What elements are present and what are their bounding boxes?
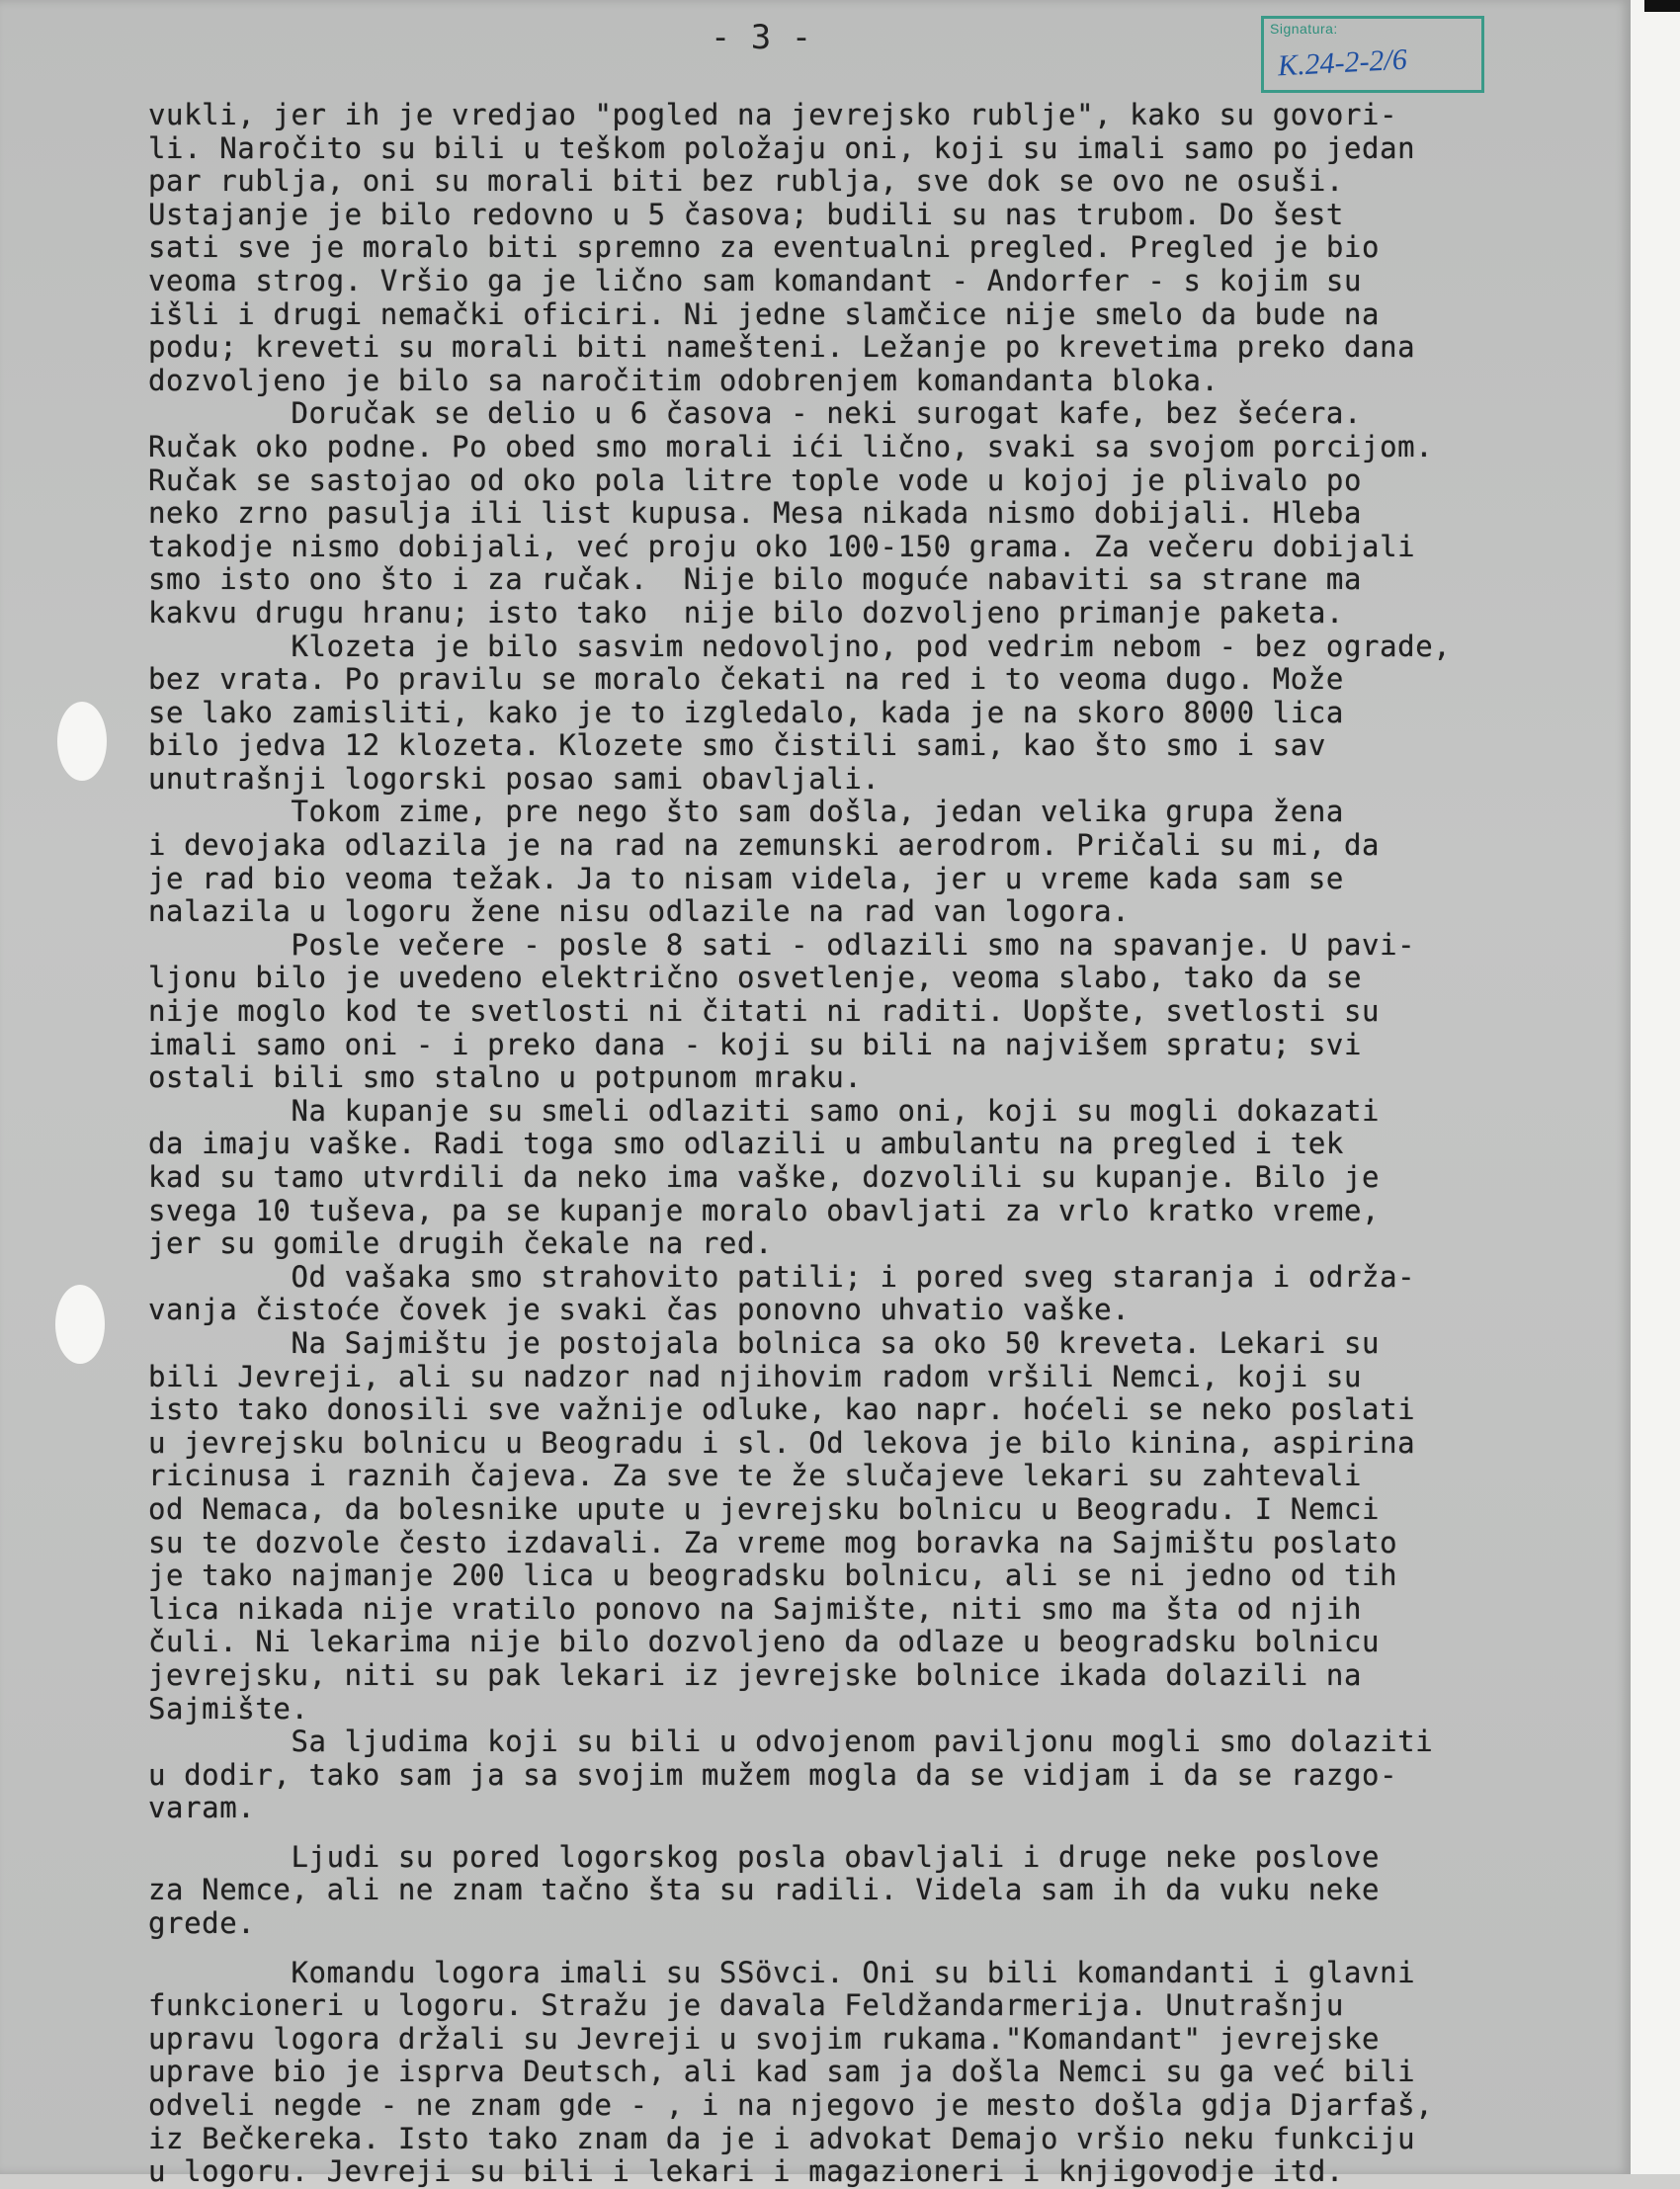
text-line: Komandu logora imali su SSövci. Oni su bili komandanti i glavni	[148, 1955, 1416, 1989]
scan-corner	[1644, 0, 1680, 12]
text-line: par rublja, oni su morali biti bez rublja, sve dok se ovo ne osuši.	[148, 164, 1344, 199]
text-line: bilo jedva 12 klozeta. Klozete smo čistili sami, kao što smo i sav	[148, 728, 1326, 763]
text-line: Sa ljudima koji su bili u odvojenom paviljonu mogli smo dolaziti	[148, 1725, 1434, 1759]
text-line: u dodir, tako sam ja sa svojim mužem mogla da se vidjam i da se razgo-	[148, 1757, 1398, 1792]
text-line: podu; kreveti su morali biti namešteni. Ležanje po krevetima preko dana	[148, 330, 1416, 365]
archive-stamp	[1261, 16, 1484, 93]
text-line: Na Sajmištu je postojala bolnica sa oko 50 kreveta. Lekari su	[148, 1325, 1381, 1360]
text-line: dozvoljeno je bilo sa naročitim odobrenjem komandanta bloka.	[148, 363, 1219, 397]
text-line: Od vašaka smo strahovito patili; i pored sveg staranja i održa-	[148, 1259, 1416, 1294]
text-line: vanja čistoće čovek je svaki čas ponovno uhvatio vaške.	[148, 1293, 1131, 1327]
text-line: ostali bili smo stalno u potpunom mraku.	[148, 1060, 863, 1095]
text-line: veoma strog. Vršio ga je lično sam komandant - Andorfer - s kojim su	[148, 263, 1363, 297]
text-line: Ručak se sastojao od oko pola litre tople vode u kojoj je plivalo po	[148, 463, 1363, 497]
text-line: smo isto ono što i za ručak. Nije bilo moguće nabaviti sa strane ma	[148, 562, 1363, 597]
stamp-signature: K.24-2-2/6	[1277, 42, 1408, 83]
binder-hole	[57, 702, 107, 781]
text-line: Ustajanje je bilo redovno u 5 časova; budili su nas trubom. Do šest	[148, 197, 1344, 231]
text-line: varam.	[148, 1791, 256, 1825]
text-line: iz Bečkereka. Isto tako znam da je i advokat Demajo vršio neku funkciju	[148, 2121, 1416, 2155]
text-line: kakvu drugu hranu; isto tako nije bilo dozvoljeno primanje paketa.	[148, 595, 1344, 630]
text-line: ricinusa i raznih čajeva. Za sve te že slučajeve lekari su zahtevali	[148, 1459, 1363, 1493]
text-line: je tako najmanje 200 lica u beogradsku bolnicu, ali se ni jedno od tih	[148, 1558, 1398, 1593]
text-line: nije moglo kod te svetlosti ni čitati ni raditi. Uopšte, svetlosti su	[148, 994, 1381, 1029]
text-line: Ručak oko podne. Po obed smo morali ići lično, svaki sa svojom porcijom.	[148, 429, 1434, 463]
page-edge	[1631, 0, 1680, 2174]
text-line: su te dozvole često izdavali. Za vreme mog boravka na Sajmištu poslato	[148, 1525, 1398, 1559]
text-line: u jevrejsku bolnicu u Beogradu i sl. Od lekova je bilo kinina, aspirina	[148, 1425, 1416, 1460]
text-line: isto tako donosili sve važnije odluke, kao napr. hoćeli se neko poslati	[148, 1392, 1416, 1427]
text-line: kad su tamo utvrdili da neko ima vaške, dozvolili su kupanje. Bilo je	[148, 1160, 1381, 1194]
text-line: išli i drugi nemački oficiri. Ni jedne slamčice nije smelo da bude na	[148, 296, 1381, 331]
text-line: Doručak se delio u 6 časova - neki surogat kafe, bez šećera.	[148, 396, 1363, 431]
text-line: neko zrno pasulja ili list kupusa. Mesa nikada nismo dobijali. Hleba	[148, 496, 1363, 531]
binder-hole	[55, 1285, 105, 1364]
text-line: svega 10 tuševa, pa se kupanje moralo obavljati za vrlo kratko vreme,	[148, 1193, 1381, 1227]
text-line: Klozeta je bilo sasvim nedovoljno, pod vedrim nebom - bez ograde,	[148, 629, 1452, 663]
text-line: čuli. Ni lekarima nije bilo dozvoljeno da odlaze u beogradsku bolnicu	[148, 1625, 1381, 1659]
text-line: Posle večere - posle 8 sati - odlazili smo na spavanje. U pavi-	[148, 927, 1416, 962]
text-line: Na kupanje su smeli odlaziti samo oni, koji su mogli dokazati	[148, 1093, 1381, 1128]
document-body	[148, 99, 1621, 2189]
paragraph-gap	[148, 1941, 1621, 1957]
text-line: bez vrata. Po pravilu se moralo čekati na red i to veoma dugo. Može	[148, 662, 1344, 697]
text-line: u logoru. Jevreji su bili i lekari i magazioneri i knjigovodje itd.	[148, 2154, 1344, 2189]
stamp-label: Signatura:	[1270, 21, 1338, 37]
text-line: se lako zamisliti, kako je to izgledalo, kada je na skoro 8000 lica	[148, 695, 1344, 729]
text-line: lica nikada nije vratilo ponovo na Sajmište, niti smo ma šta od njih	[148, 1591, 1363, 1626]
page-number: - 3 -	[710, 18, 812, 57]
text-line: grede.	[148, 1906, 256, 1941]
text-line: uprave bio je isprva Deutsch, ali kad sam ja došla Nemci su ga već bili	[148, 2055, 1416, 2089]
text-line: li. Naročito su bili u teškom položaju oni, koji su imali samo po jedan	[148, 130, 1416, 165]
text-line: Ljudi su pored logorskog posla obavljali i druge neke poslove	[148, 1839, 1381, 1874]
text-line: ljonu bilo je uvedeno električno osvetlenje, veoma slabo, tako da se	[148, 961, 1363, 995]
text-line: odveli negde - ne znam gde - , i na njegovo je mesto došla gdja Djarfaš,	[148, 2088, 1434, 2123]
text-line: da imaju vaške. Radi toga smo odlazili u ambulantu na pregled i tek	[148, 1127, 1344, 1161]
text-line: vukli, jer ih je vredjao "pogled na jevrejsko rublje", kako su govori-	[148, 98, 1398, 131]
text-line: jevrejsku, niti su pak lekari iz jevrejske bolnice ikada dolazili na	[148, 1657, 1363, 1692]
text-line: za Nemce, ali ne znam tačno šta su radili. Videla sam ih da vuku neke	[148, 1873, 1381, 1907]
text-line: unutrašnji logorski posao sami obavljali.	[148, 761, 881, 796]
text-line: nalazila u logoru žene nisu odlazile na rad van logora.	[148, 894, 1131, 929]
text-line: od Nemaca, da bolesnike upute u jevrejsku bolnicu u Beogradu. I Nemci	[148, 1491, 1381, 1526]
text-line: je rad bio veoma težak. Ja to nisam videla, jer u vreme kada sam se	[148, 861, 1344, 895]
text-line: bili Jevreji, ali su nadzor nad njihovim radom vršili Nemci, koji su	[148, 1359, 1363, 1393]
text-line: sati sve je moralo biti spremno za eventualni pregled. Pregled je bio	[148, 230, 1381, 265]
text-line: upravu logora držali su Jevreji u svojim rukama."Komandant" jevrejske	[148, 2021, 1381, 2056]
text-line: Tokom zime, pre nego što sam došla, jedan velika grupa žena	[148, 795, 1344, 829]
text-line: i devojaka odlazila je na rad na zemunski aerodrom. Pričali su mi, da	[148, 828, 1381, 863]
text-line: imali samo oni - i preko dana - koji su bili na najvišem spratu; svi	[148, 1027, 1363, 1061]
text-line: funkcioneri u logoru. Stražu je davala Feldžandarmerija. Unutrašnju	[148, 1988, 1344, 2023]
text-line: Sajmište.	[148, 1691, 309, 1726]
text-line: jer su gomile drugih čekale na red.	[148, 1226, 774, 1261]
paragraph-gap	[148, 1825, 1621, 1841]
text-line: takodje nismo dobijali, već proju oko 100-150 grama. Za večeru dobijali	[148, 529, 1416, 563]
